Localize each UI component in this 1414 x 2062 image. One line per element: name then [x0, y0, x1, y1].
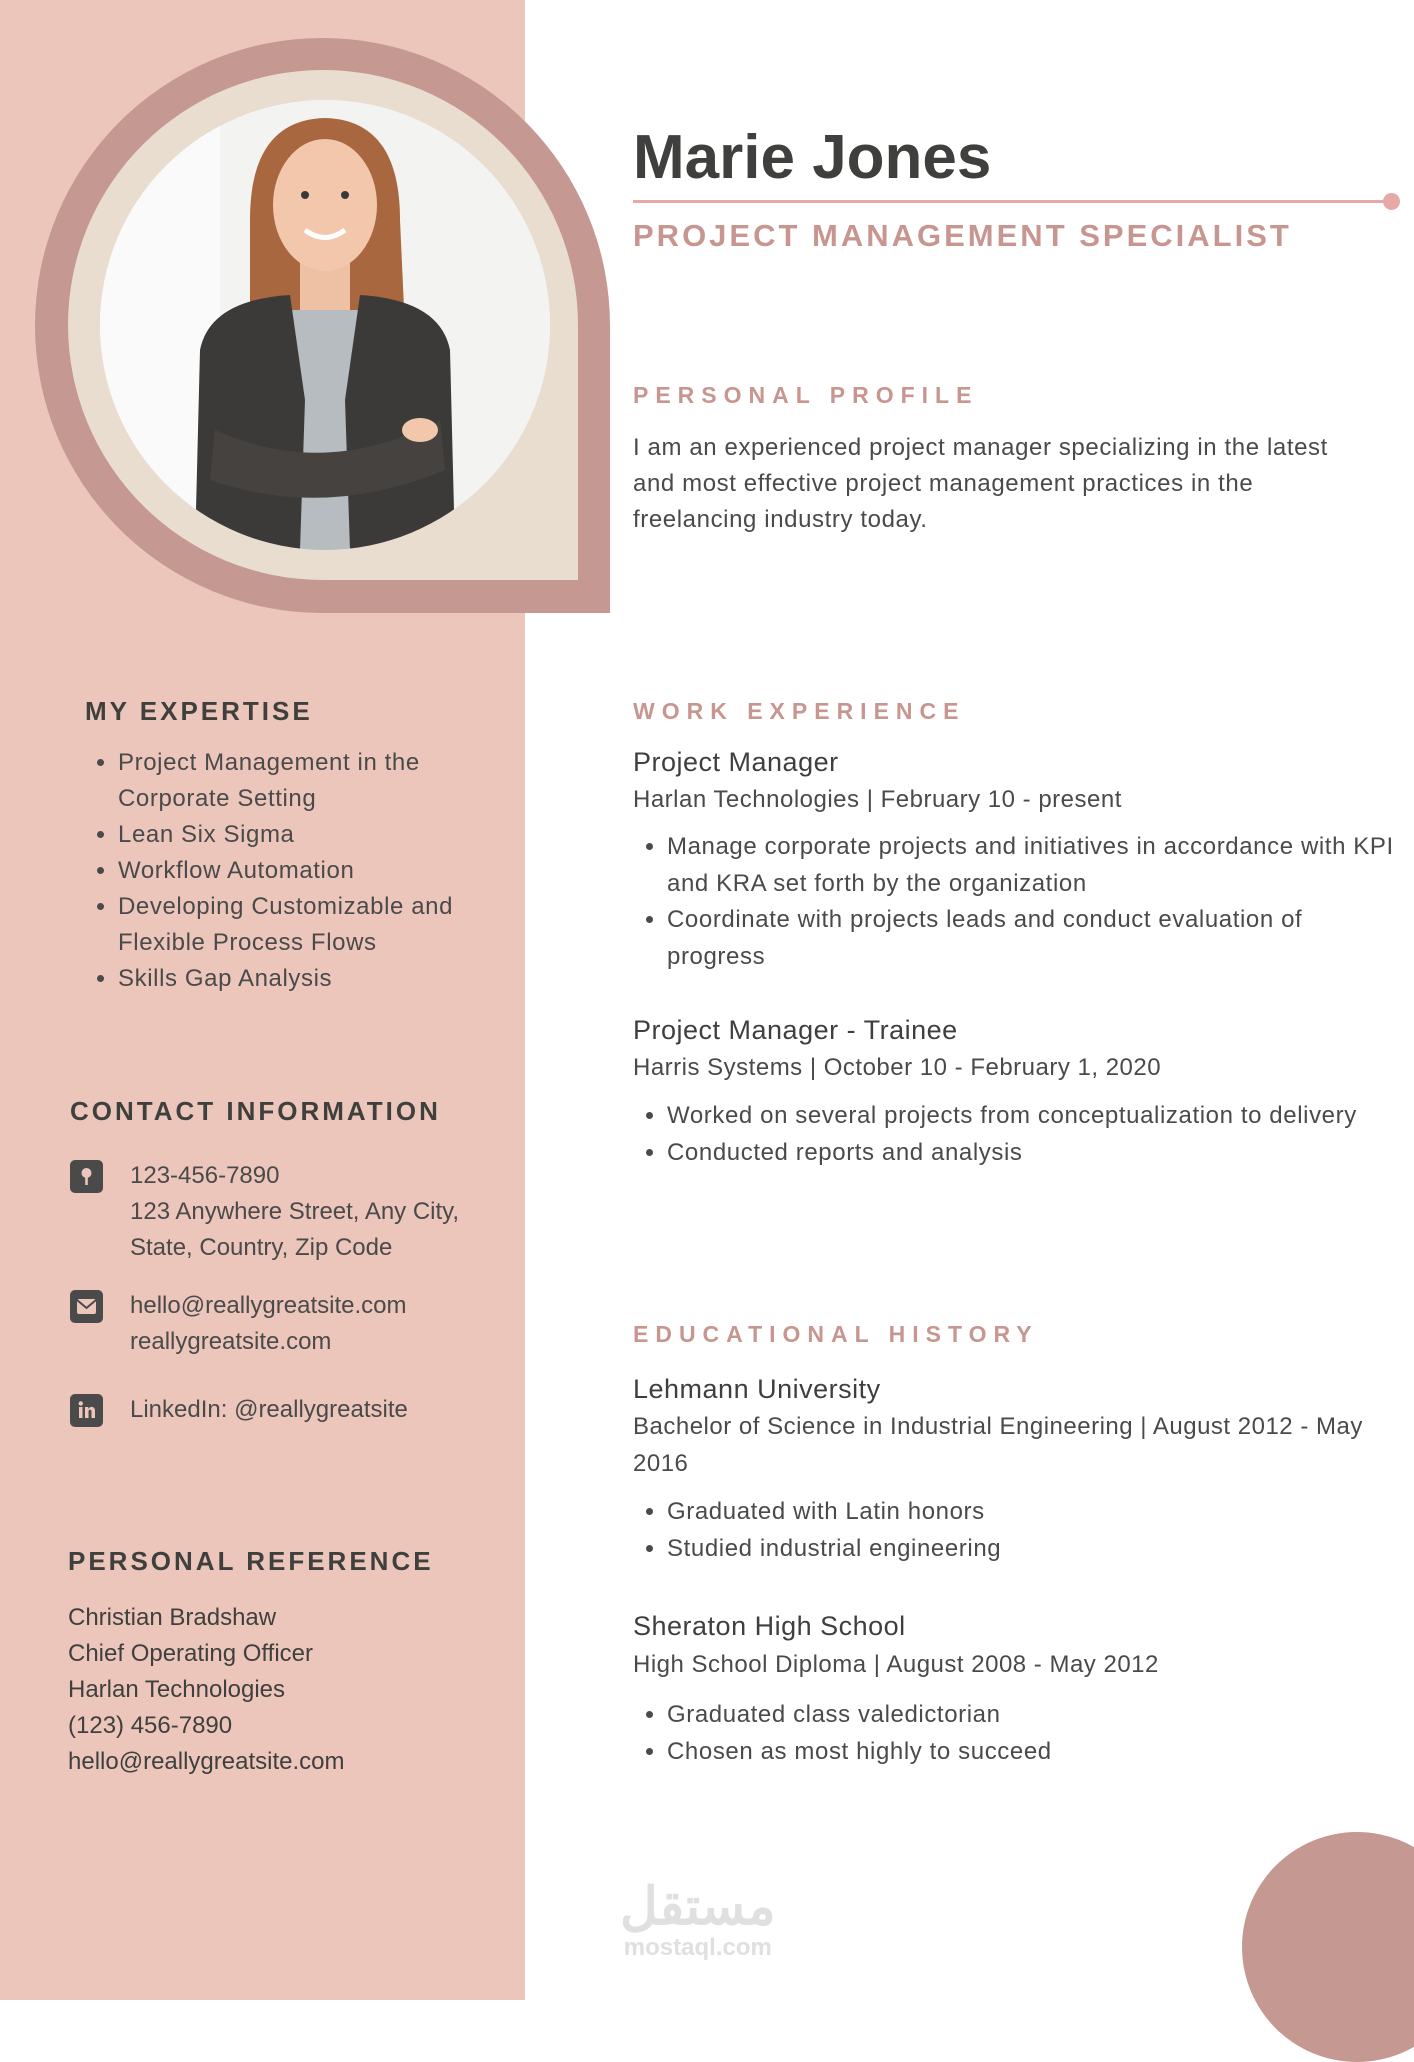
school-name: Lehmann University	[633, 1374, 881, 1404]
reference-heading: PERSONAL REFERENCE	[68, 1546, 434, 1576]
watermark-arabic: مستقل	[620, 1878, 776, 1936]
list-item: • Project Management in the Corporate Setting	[118, 745, 538, 817]
contact-email[interactable]: hello@reallygreatsite.com	[130, 1292, 407, 1319]
list-item: • Developing Customizable and Flexible Process Flows	[118, 889, 538, 961]
list-item: • Studied industrial engineering	[667, 1531, 1367, 1568]
list-item: • Coordinate with projects leads and conduct evaluation of progress	[667, 902, 1407, 975]
job-meta: Harlan Technologies | February 10 - present	[633, 786, 1122, 813]
list-item: • Workflow Automation	[118, 853, 538, 889]
job-meta: Harris Systems | October 10 - February 1, 2020	[633, 1054, 1162, 1081]
name-divider	[633, 200, 1393, 203]
list-item: • Graduated with Latin honors	[667, 1494, 1367, 1531]
work-heading: WORK EXPERIENCE	[633, 698, 966, 724]
school-name: Sheraton High School	[633, 1611, 906, 1641]
list-item: • Chosen as most highly to succeed	[667, 1734, 1367, 1771]
reference-company: Harlan Technologies	[68, 1676, 286, 1703]
expertise-list	[85, 745, 538, 997]
watermark-latin: mostaql.com	[623, 1934, 772, 1961]
decorative-circle	[1242, 1832, 1414, 2062]
list-item: • Lean Six Sigma	[118, 817, 538, 853]
mail-icon	[70, 1290, 103, 1323]
profile-text: I am an experienced project manager specializing in the latest and most effective project management practices in the freelancing industry today.	[633, 434, 1328, 533]
list-item: • Worked on several projects from conceptualization to delivery	[667, 1098, 1367, 1135]
education-heading: EDUCATIONAL HISTORY	[633, 1321, 1039, 1347]
school-meta: Bachelor of Science in Industrial Engineering | August 2012 - May 2016	[633, 1413, 1363, 1477]
contact-address: 123 Anywhere Street, Any City, State, Country, Zip Code	[130, 1198, 460, 1261]
list-item: • Graduated class valedictorian	[667, 1697, 1367, 1734]
school-bullets	[634, 1494, 1367, 1567]
candidate-name: Marie Jones	[633, 123, 992, 192]
school-bullets	[634, 1697, 1367, 1770]
list-item: • Manage corporate projects and initiatives in accordance with KPI and KRA set forth by the organization	[667, 829, 1407, 902]
job-bullets	[634, 1098, 1367, 1171]
linkedin-icon	[70, 1394, 103, 1427]
contact-heading: CONTACT INFORMATION	[70, 1096, 441, 1126]
contact-phone: 123-456-7890	[130, 1162, 280, 1189]
reference-name: Christian Bradshaw	[68, 1604, 277, 1631]
location-icon	[70, 1160, 103, 1193]
profile-photo	[100, 100, 550, 550]
job-title: Project Manager - Trainee	[633, 1015, 958, 1045]
job-role: PROJECT MANAGEMENT SPECIALIST	[633, 218, 1292, 253]
list-item: • Conducted reports and analysis	[667, 1135, 1367, 1172]
job-title: Project Manager	[633, 747, 839, 777]
school-meta: High School Diploma | August 2008 - May 2012	[633, 1651, 1159, 1678]
reference-title: Chief Operating Officer	[68, 1640, 314, 1667]
contact-website[interactable]: reallygreatsite.com	[130, 1328, 332, 1355]
job-bullets	[634, 829, 1407, 975]
expertise-heading: MY EXPERTISE	[85, 696, 313, 726]
reference-phone: (123) 456-7890	[68, 1712, 233, 1739]
list-item: • Skills Gap Analysis	[118, 961, 538, 997]
profile-heading: PERSONAL PROFILE	[633, 382, 979, 408]
reference-block	[68, 1600, 344, 1780]
contact-linkedin[interactable]: LinkedIn: @reallygreatsite	[130, 1396, 408, 1423]
watermark	[620, 1880, 776, 1962]
name-divider-dot	[1383, 193, 1400, 210]
reference-email[interactable]: hello@reallygreatsite.com	[68, 1748, 345, 1775]
